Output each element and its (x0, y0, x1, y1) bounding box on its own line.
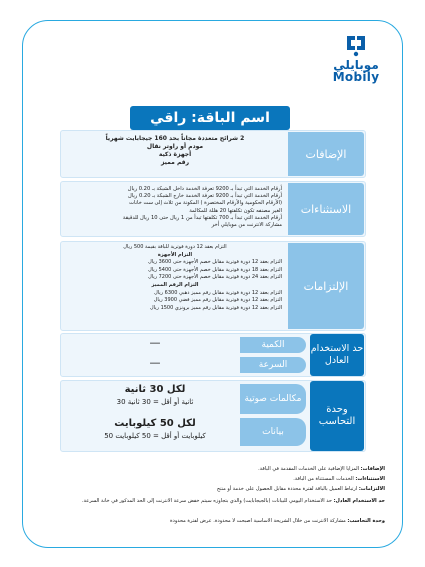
exceptions-content (68, 186, 282, 229)
commitments-devices-title: التزام الأجهزة (157, 251, 193, 258)
footnote-text: ارتباط العميل بالباقة لفترة محددة مقابل الحصول على خدمة أو منتج (216, 486, 359, 492)
footnote-accounting (45, 518, 385, 525)
commitments-number-line: التزام بعقد 12 دورة فوترية مقابل رقم مميز فضي 3900 ريال (153, 297, 282, 304)
commitments-label: الإلتزامات (288, 243, 364, 329)
additions-content (66, 135, 284, 167)
commitments-numbers-title: التزام الرقم المميز (151, 281, 199, 288)
exceptions-line: أرقام الخدمة التي تبدأ بـ 9200 تعرفة الخدمة خارج الشبكة بـ 0.20 ريال (128, 193, 282, 200)
additions-label: الإضافات (288, 132, 364, 176)
additions-line: أجهزة ذكية (158, 151, 192, 158)
footnote-text: مشاركة الانترنت من خلال الشريحة الاساسية اصبحت لا محدودة. عرض لفترة محدودة (169, 518, 348, 524)
speed-value: — (149, 356, 161, 369)
exceptions-label: الاستثناءات (288, 183, 364, 235)
commitments-device-line: التزام بعقد 24 دورة فوترية مقابل خصم الأجهزة حتى 7200 ريال (148, 274, 282, 281)
calls-unit-sub: 30 ثانية أو أقل = 30 ثانية (116, 398, 194, 406)
footnote-term: الاستثناءات: (355, 476, 385, 482)
fair-use-label: حد الاستخدام العادل (310, 334, 364, 376)
quantity-value: — (149, 336, 161, 349)
footnote-text: المزايا الإضافية على الخدمات المقدمة في الباقة. (258, 466, 361, 472)
additions-line: رقم مميز (160, 159, 190, 166)
data-label: بيانات (240, 418, 306, 446)
additions-line: 2 شرائح متعددة مجاناً بحد 160 جيجابايت شهرياً (105, 135, 245, 142)
exceptions-line: أرقام الخدمة التي تبدأ بـ 700 تكلفتها تبدأ من 1 ريال حتى 10 ريال للدقيقة (122, 214, 282, 221)
footnote-commitments (45, 486, 385, 493)
footnote-text: الخدمات المستثناة من الباقة. (293, 476, 356, 482)
accounting-label: وحدة التحاسب (310, 381, 364, 451)
commitments-device-line: التزام بعقد 12 دورة فوترية مقابل خصم الأجهزة حتى 3600 ريال (148, 259, 282, 266)
commitments-number-line: التزام بعقد 12 دورة فوترية مقابل رقم مميز ذهبي 6300 ريال (154, 289, 282, 296)
speed-label: السرعة (240, 357, 306, 373)
package-title: اسم الباقة: راقي (130, 106, 290, 130)
exceptions-line: (الأرقام الحكومية والأرقام المختصرة ) المكونة من ثلاث إلى ست خانات (129, 200, 282, 207)
mobily-logo (325, 32, 387, 83)
footnote-term: الالتزامات: (358, 486, 385, 492)
footnote-text: حد الاستخدام اليومي للبيانات (بالجيجابايت) والذي بتجاوزه سيتم خفض سرعة الانترنت إلى الحد المذكور في خانة السرعة. (81, 498, 334, 504)
calls-unit-main: لكل 30 ثانية (124, 384, 186, 395)
mobily-logo-icon (343, 32, 369, 58)
footnote-term: الإضافات: (360, 466, 385, 472)
data-unit-main: لكل 50 كيلوبايت (114, 418, 196, 429)
commitments-number-line: التزام بعقد 12 دورة فوترية مقابل رقم مميز برونزي 1500 ريال (150, 304, 282, 311)
footnote-term: وحدة التحاسب: (347, 518, 385, 524)
quantity-label: الكمية (240, 337, 306, 353)
footnote-fair-use (45, 498, 385, 505)
exceptions-line: الغير مصنفه تكون تكلفتها 20 هللة للمكالمة (189, 207, 282, 214)
footnote-term: حد الاستخدام العادل: (333, 498, 385, 504)
commitments-device-line: التزام بعقد 18 دورة فوترية مقابل خصم الأجهزة حتى 5400 ريال (148, 266, 282, 273)
brand-name-en: Mobily (332, 70, 380, 84)
additions-line: مودم أو راوتر نقال (146, 143, 204, 150)
footnote-additions (45, 466, 385, 473)
commitments-line: التزام بعقد 12 دورة فوترية للباقة بقيمة 500 ريال (123, 244, 227, 250)
commitments-content (68, 244, 282, 312)
brand-name-ar: موبايلي (333, 58, 379, 72)
footnote-exceptions (45, 476, 385, 483)
exceptions-line: أرقام الخدمة التي تبدأ بـ 9200 تعرفة الخدمة داخل الشبكة بـ 0.20 ريال (127, 186, 282, 192)
exceptions-line: مشاركة الانترنت من موبايلي أخر (211, 222, 282, 229)
data-unit-sub: 50 كيلوبايت أو أقل = 50 كيلوبايت (104, 432, 206, 440)
voice-calls-label: مكالمات صوتية (240, 384, 306, 414)
